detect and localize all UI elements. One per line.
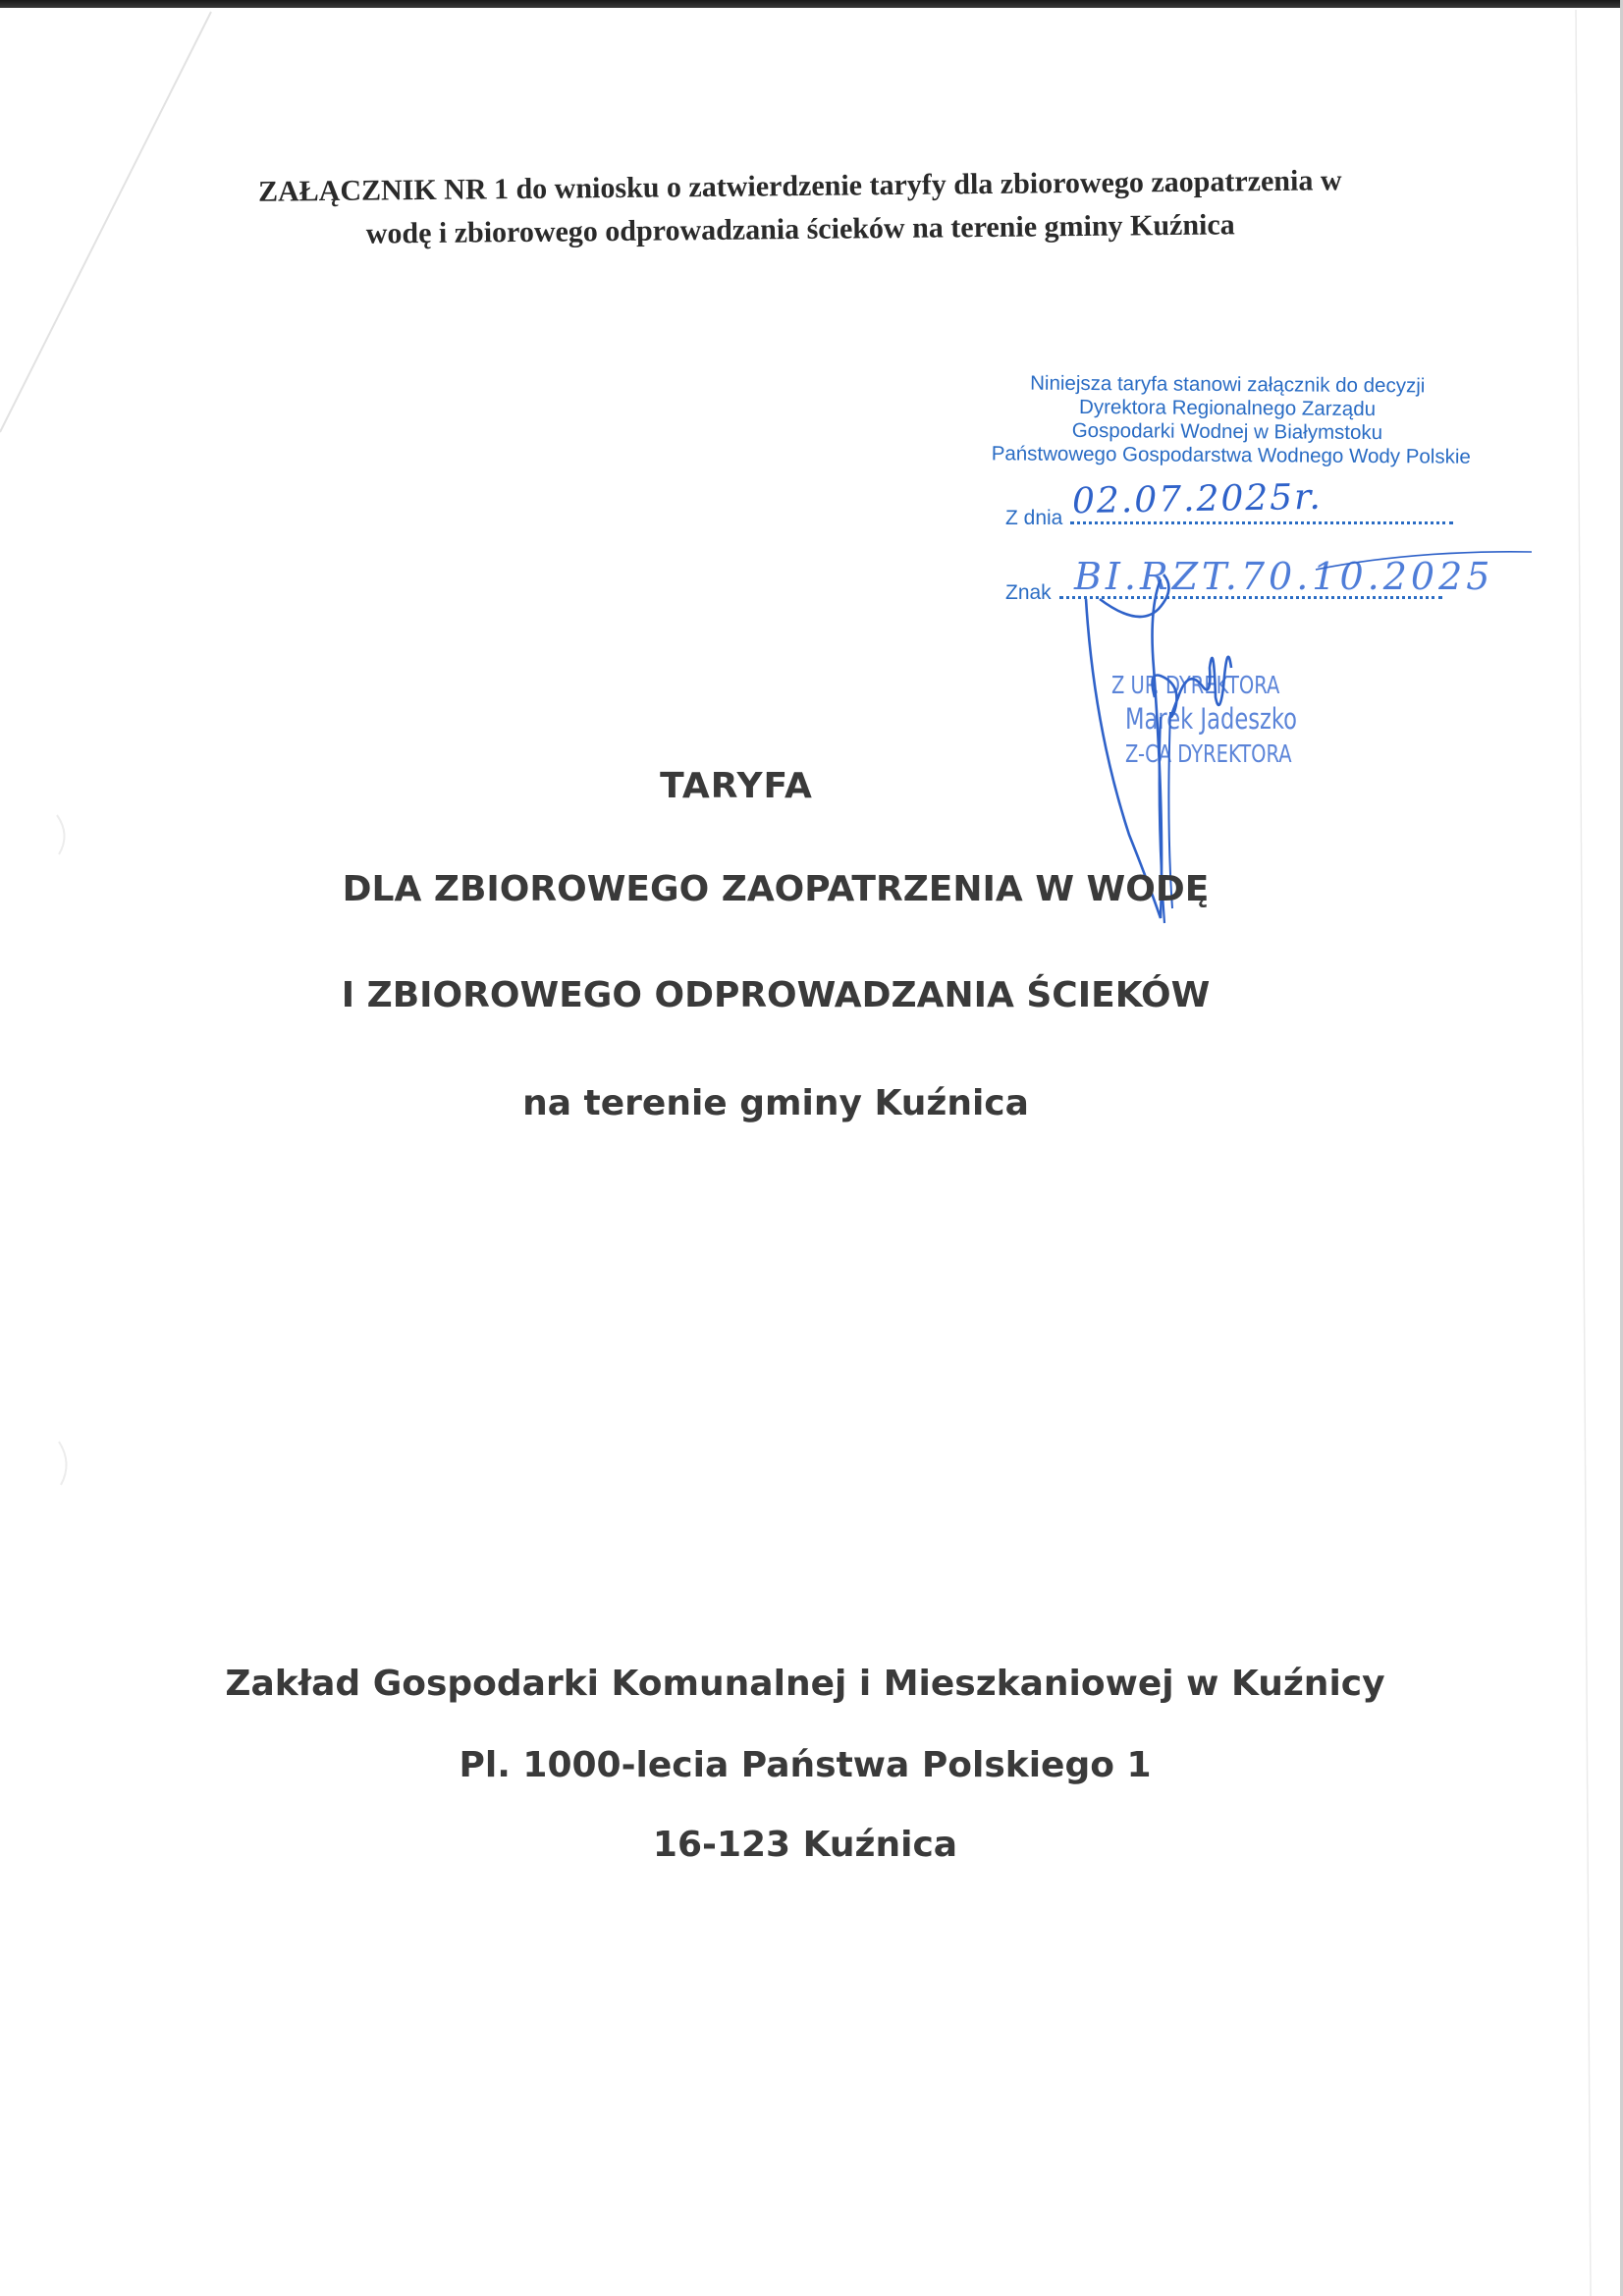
company-street: Pl. 1000-lecia Państwa Polskiego 1 xyxy=(459,1745,1152,1785)
company-city: 16-123 Kuźnica xyxy=(652,1825,958,1865)
stamp-line-2: Dyrektora Regionalnego Zarządu xyxy=(1079,395,1377,421)
title-line-3: I ZBIOROWEGO ODPROWADZANIA ŚCIEKÓW xyxy=(341,975,1211,1015)
title-line-4: na terenie gminy Kuźnica xyxy=(522,1083,1029,1123)
deputy-stamp-line-3: Z-CA DYREKTORA xyxy=(1125,739,1292,768)
title-line-2: DLA ZBIOROWEGO ZAOPATRZENIA W WODĘ xyxy=(342,869,1210,909)
stamp-sign-label: Znak xyxy=(1005,581,1052,604)
stamp-date-label: Z dnia xyxy=(1005,507,1063,529)
attachment-header-line-1: ZAŁĄCZNIK NR 1 do wniosku o zatwierdzenie taryfy dla zbiorowego zaopatrzenia w xyxy=(257,164,1342,208)
company-name: Zakład Gospodarki Komunalnej i Mieszkaniowej w Kuźnicy xyxy=(225,1664,1385,1704)
stamp-line-4: Państwowego Gospodarstwa Wodnego Wody Polskie xyxy=(991,442,1471,468)
stamp-line-3: Gospodarki Wodnej w Białymstoku xyxy=(1071,418,1383,445)
attachment-header-line-2: wodę i zbiorowego odprowadzania ścieków na terenie gminy Kuźnica xyxy=(365,208,1235,250)
handwritten-date: 02.07.2025r. xyxy=(1071,476,1324,522)
deputy-stamp-line-1: Z UP. DYREKTORA xyxy=(1111,671,1280,699)
deputy-stamp-line-2: Marek Jadeszko xyxy=(1125,702,1298,736)
approval-stamp xyxy=(991,371,1494,884)
scan-top-edge xyxy=(0,0,1623,8)
title-taryfa: TARYFA xyxy=(660,766,813,806)
handwritten-case-number: BI.RZT.70.10.2025 xyxy=(1074,555,1494,598)
stamp-line-1: Niniejsza taryfa stanowi załącznik do decyzji xyxy=(1030,371,1426,398)
attachment-header xyxy=(147,158,1454,258)
